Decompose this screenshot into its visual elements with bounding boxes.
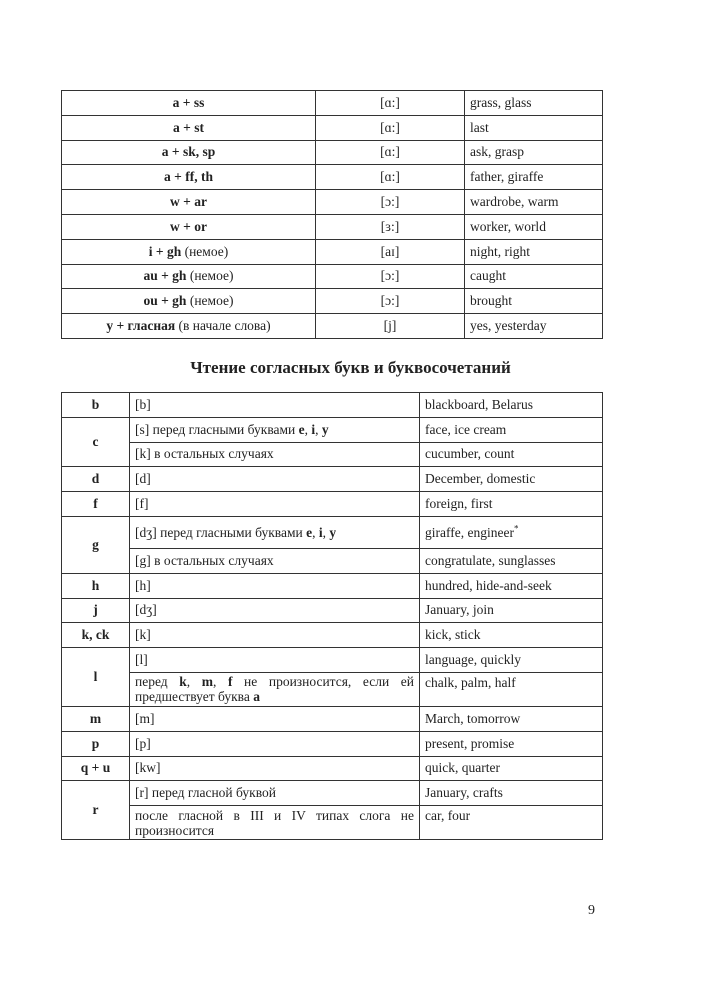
table-row	[62, 314, 603, 339]
sound-cell: [aɪ]	[316, 239, 465, 264]
sound-cell: [ɔ:]	[316, 190, 465, 215]
letter-cell: c	[62, 417, 130, 467]
examples-cell: chalk, palm, half	[420, 672, 603, 706]
examples-cell: last	[465, 115, 603, 140]
combination-cell: y + гласная (в начале слова)	[62, 314, 316, 339]
examples-cell: face, ice cream	[420, 417, 603, 442]
rule-cell: [b]	[130, 393, 420, 418]
sound-cell: [j]	[316, 314, 465, 339]
examples-cell: father, giraffe	[465, 165, 603, 190]
table-row	[62, 573, 603, 598]
sound-cell: [ɑ:]	[316, 165, 465, 190]
examples-cell: quick, quarter	[420, 756, 603, 781]
combination-cell: ou + gh (немое)	[62, 289, 316, 314]
rule-cell: [h]	[130, 573, 420, 598]
consonants-heading: Чтение согласных букв и буквосочетаний	[190, 358, 511, 377]
examples-cell: grass, glass	[465, 91, 603, 116]
examples-cell: January, crafts	[420, 781, 603, 806]
table-row	[62, 239, 603, 264]
rule-cell: [r] перед гласной буквой	[130, 781, 420, 806]
examples-cell: language, quickly	[420, 648, 603, 673]
table-row	[62, 672, 603, 706]
table-row	[62, 190, 603, 215]
examples-cell: worker, world	[465, 214, 603, 239]
rule-cell: [kw]	[130, 756, 420, 781]
examples-cell: night, right	[465, 239, 603, 264]
table-row	[62, 140, 603, 165]
table-row	[62, 731, 603, 756]
rule-cell: [d]	[130, 467, 420, 492]
table-row	[62, 756, 603, 781]
table-row	[62, 467, 603, 492]
vowel-combinations-table	[61, 90, 603, 339]
table-row	[62, 214, 603, 239]
letter-cell: b	[62, 393, 130, 418]
combination-cell: i + gh (немое)	[62, 239, 316, 264]
examples-cell: cucumber, count	[420, 442, 603, 467]
rule-cell: [f]	[130, 492, 420, 517]
rule-cell: [dʒ] перед гласными буквами e, i, y	[130, 516, 420, 548]
table-row	[62, 393, 603, 418]
rule-cell: [dʒ]	[130, 598, 420, 623]
combination-cell: a + ff, th	[62, 165, 316, 190]
consonants-table	[61, 392, 603, 840]
table-row	[62, 115, 603, 140]
examples-cell: caught	[465, 264, 603, 289]
rule-cell: [k]	[130, 623, 420, 648]
examples-cell: December, domestic	[420, 467, 603, 492]
rule-cell: [s] перед гласными буквами e, i, y	[130, 417, 420, 442]
examples-cell: kick, stick	[420, 623, 603, 648]
table-row	[62, 492, 603, 517]
examples-cell: January, join	[420, 598, 603, 623]
rule-cell: [p]	[130, 731, 420, 756]
sound-cell: [ɜ:]	[316, 214, 465, 239]
table-row	[62, 442, 603, 467]
letter-cell: h	[62, 573, 130, 598]
sound-cell: [ɑ:]	[316, 140, 465, 165]
table-row	[62, 598, 603, 623]
table-row	[62, 264, 603, 289]
table-row	[62, 417, 603, 442]
table-row	[62, 781, 603, 806]
examples-cell: yes, yesterday	[465, 314, 603, 339]
examples-cell: congratulate, sunglasses	[420, 548, 603, 573]
letter-cell: g	[62, 516, 130, 573]
sound-cell: [ɔ:]	[316, 264, 465, 289]
rule-cell: [m]	[130, 706, 420, 731]
rule-cell: после гласной в III и IV типах слога не произносится	[130, 806, 420, 840]
combination-cell: au + gh (немое)	[62, 264, 316, 289]
combination-cell: a + ss	[62, 91, 316, 116]
examples-cell: hundred, hide-and-seek	[420, 573, 603, 598]
sound-cell: [ɔ:]	[316, 289, 465, 314]
table-row	[62, 706, 603, 731]
examples-cell: present, promise	[420, 731, 603, 756]
footnote-mark: *	[513, 523, 519, 534]
table-row	[62, 165, 603, 190]
sound-cell: [ɑ:]	[316, 115, 465, 140]
combination-cell: w + or	[62, 214, 316, 239]
table-row	[62, 623, 603, 648]
examples-cell: car, four	[420, 806, 603, 840]
rule-cell: [g] в остальных случаях	[130, 548, 420, 573]
page-number: 9	[588, 903, 595, 918]
table-row	[62, 289, 603, 314]
combination-cell: a + st	[62, 115, 316, 140]
examples-cell: ask, grasp	[465, 140, 603, 165]
letter-cell: r	[62, 781, 130, 840]
rule-cell: [l]	[130, 648, 420, 673]
letter-cell: j	[62, 598, 130, 623]
table-row	[62, 91, 603, 116]
table-row	[62, 806, 603, 840]
combination-cell: w + ar	[62, 190, 316, 215]
rule-cell: [k] в остальных случаях	[130, 442, 420, 467]
letter-cell: d	[62, 467, 130, 492]
examples-cell: March, tomorrow	[420, 706, 603, 731]
examples-cell: giraffe, engineer*	[420, 516, 603, 548]
table-row	[62, 648, 603, 673]
table-row	[62, 548, 603, 573]
examples-cell: blackboard, Belarus	[420, 393, 603, 418]
rule-cell: перед k, m, f не произносится, если ей предшествует буква a	[130, 672, 420, 706]
letter-cell: p	[62, 731, 130, 756]
letter-cell: l	[62, 648, 130, 707]
letter-cell: k, ck	[62, 623, 130, 648]
letter-cell: m	[62, 706, 130, 731]
table-row	[62, 516, 603, 548]
combination-cell: a + sk, sp	[62, 140, 316, 165]
examples-cell: wardrobe, warm	[465, 190, 603, 215]
examples-cell: brought	[465, 289, 603, 314]
letter-cell: f	[62, 492, 130, 517]
sound-cell: [ɑ:]	[316, 91, 465, 116]
examples-cell: foreign, first	[420, 492, 603, 517]
letter-cell: q + u	[62, 756, 130, 781]
